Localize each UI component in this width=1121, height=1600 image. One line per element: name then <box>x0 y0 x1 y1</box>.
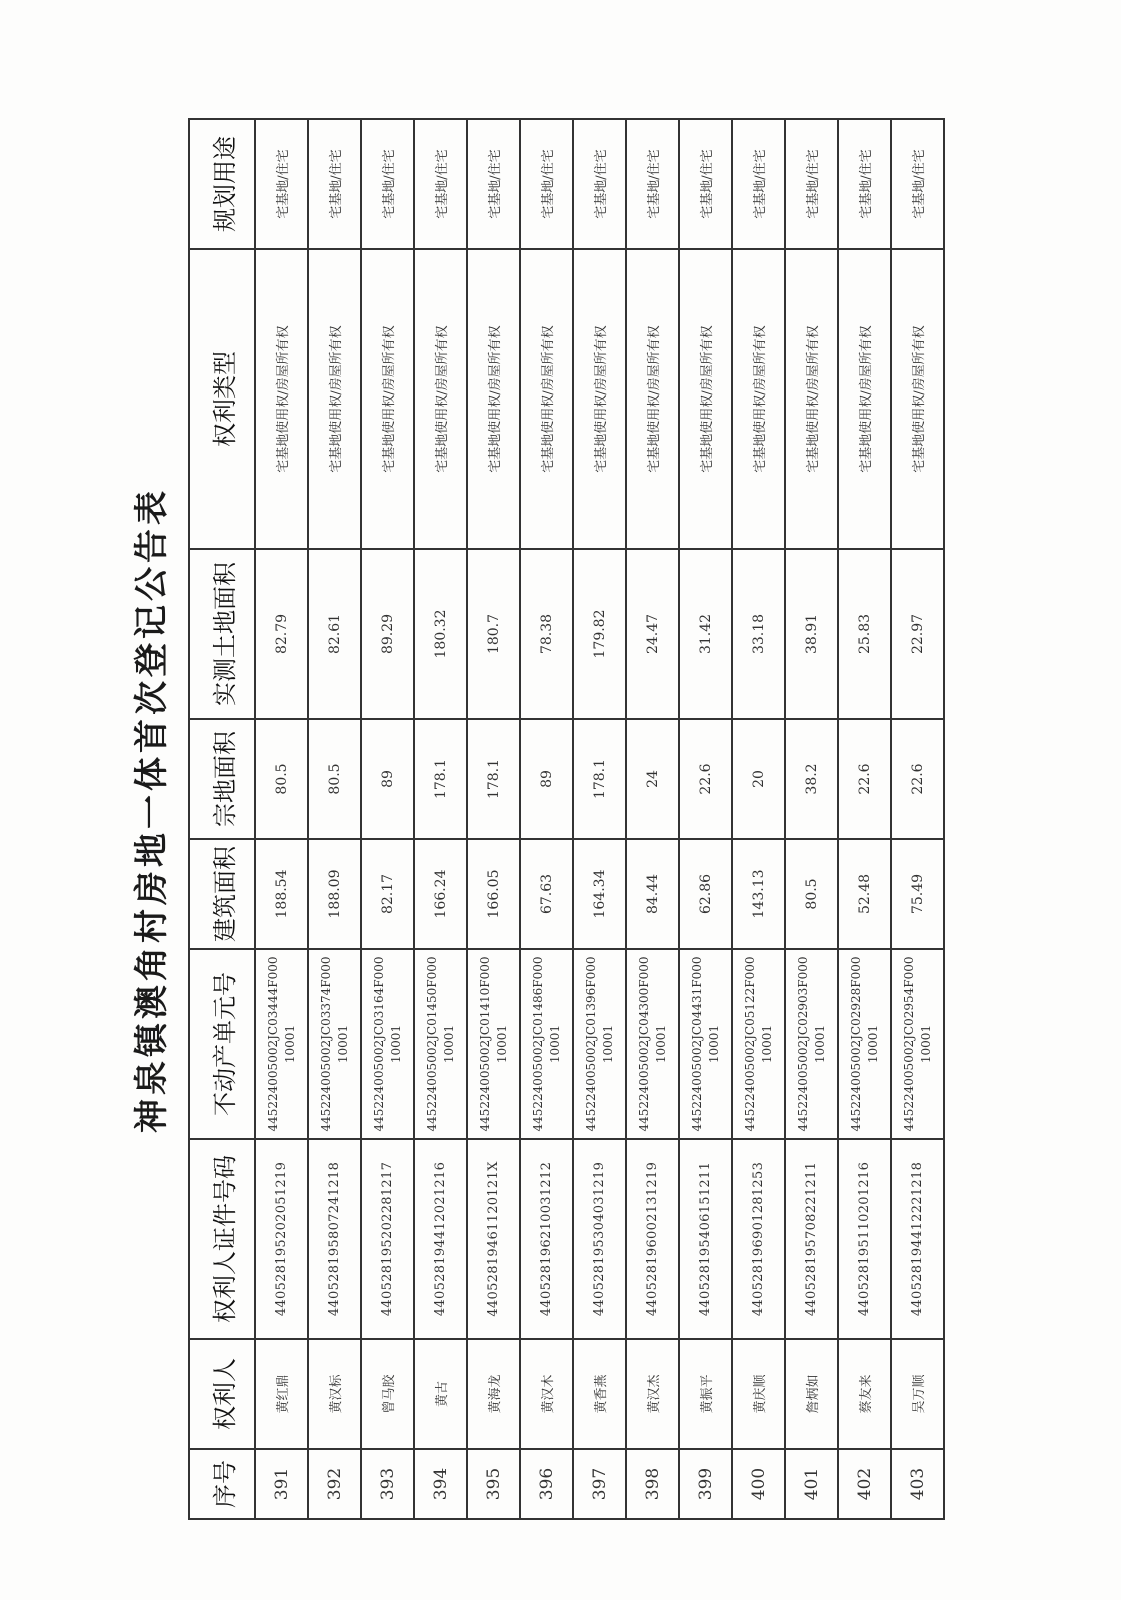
cell-id-no: 440528195807241218 <box>308 1139 361 1339</box>
cell-right-type: 宅基地使用权/房屋所有权 <box>573 249 626 549</box>
cell-planned-use: 宅基地/住宅 <box>732 119 785 249</box>
cell-right-type: 宅基地使用权/房屋所有权 <box>414 249 467 549</box>
cell-seq: 397 <box>573 1449 626 1519</box>
header-id-no: 权利人证件号码 <box>189 1139 255 1339</box>
cell-id-no: 440528195202281217 <box>361 1139 414 1339</box>
cell-planned-use: 宅基地/住宅 <box>255 119 308 249</box>
table-body <box>255 119 944 1519</box>
cell-right-type: 宅基地使用权/房屋所有权 <box>626 249 679 549</box>
cell-surveyed-area: 180.7 <box>467 549 520 719</box>
cell-right-type: 宅基地使用权/房屋所有权 <box>308 249 361 549</box>
table-row <box>361 119 414 1519</box>
cell-parcel-area: 22.6 <box>838 719 891 839</box>
cell-unit-no: 445224005002JC02928F00010001 <box>838 949 891 1139</box>
cell-unit-no: 445224005002JC02903F00010001 <box>785 949 838 1139</box>
cell-unit-no: 445224005002JC05122F00010001 <box>732 949 785 1139</box>
cell-parcel-area: 178.1 <box>467 719 520 839</box>
cell-owner: 曾马胶 <box>361 1339 414 1449</box>
cell-unit-no: 445224005002JC03444F00010001 <box>255 949 308 1139</box>
cell-building-area: 164.34 <box>573 839 626 949</box>
cell-parcel-area: 22.6 <box>679 719 732 839</box>
cell-id-no: 440528196901281253 <box>732 1139 785 1339</box>
cell-owner: 黄香燕 <box>573 1339 626 1449</box>
cell-id-no: 440528195202051219 <box>255 1139 308 1339</box>
table-row <box>573 119 626 1519</box>
header-seq: 序号 <box>189 1449 255 1519</box>
document-title: 神泉镇澳角村房地一体首次登记公告表 <box>132 487 172 1133</box>
cell-unit-no: 445224005002JC01410F00010001 <box>467 949 520 1139</box>
cell-building-area: 84.44 <box>626 839 679 949</box>
cell-id-no: 440528196210031212 <box>520 1139 573 1339</box>
cell-seq: 399 <box>679 1449 732 1519</box>
cell-right-type: 宅基地使用权/房屋所有权 <box>679 249 732 549</box>
cell-owner: 黄汉标 <box>308 1339 361 1449</box>
cell-owner: 黄古 <box>414 1339 467 1449</box>
cell-owner: 詹炳如 <box>785 1339 838 1449</box>
cell-seq: 400 <box>732 1449 785 1519</box>
cell-surveyed-area: 31.42 <box>679 549 732 719</box>
cell-planned-use: 宅基地/住宅 <box>308 119 361 249</box>
cell-building-area: 62.86 <box>679 839 732 949</box>
cell-seq: 396 <box>520 1449 573 1519</box>
cell-surveyed-area: 179.82 <box>573 549 626 719</box>
cell-id-no: 440528194412021216 <box>414 1139 467 1339</box>
cell-unit-no: 445224005002JC01450F00010001 <box>414 949 467 1139</box>
cell-seq: 391 <box>255 1449 308 1519</box>
cell-surveyed-area: 82.61 <box>308 549 361 719</box>
cell-id-no: 440528195406151211 <box>679 1139 732 1339</box>
table-row <box>467 119 520 1519</box>
rotated-document <box>120 100 933 1520</box>
cell-parcel-area: 89 <box>361 719 414 839</box>
cell-planned-use: 宅基地/住宅 <box>520 119 573 249</box>
cell-right-type: 宅基地使用权/房屋所有权 <box>785 249 838 549</box>
cell-surveyed-area: 180.32 <box>414 549 467 719</box>
cell-seq: 398 <box>626 1449 679 1519</box>
cell-unit-no: 445224005002JC03374F00010001 <box>308 949 361 1139</box>
cell-surveyed-area: 24.47 <box>626 549 679 719</box>
cell-unit-no: 445224005002JC04431F00010001 <box>679 949 732 1139</box>
cell-id-no: 440528195708221211 <box>785 1139 838 1339</box>
header-row <box>189 119 255 1519</box>
cell-unit-no: 445224005002JC03164F00010001 <box>361 949 414 1139</box>
cell-planned-use: 宅基地/住宅 <box>785 119 838 249</box>
cell-building-area: 143.13 <box>732 839 785 949</box>
cell-building-area: 82.17 <box>361 839 414 949</box>
cell-unit-no: 445224005002JC02954F00010001 <box>891 949 944 1139</box>
cell-building-area: 80.5 <box>785 839 838 949</box>
cell-owner: 黄庆顺 <box>732 1339 785 1449</box>
cell-parcel-area: 178.1 <box>573 719 626 839</box>
cell-planned-use: 宅基地/住宅 <box>361 119 414 249</box>
cell-parcel-area: 20 <box>732 719 785 839</box>
cell-seq: 392 <box>308 1449 361 1519</box>
cell-owner: 黄振平 <box>679 1339 732 1449</box>
cell-id-no: 44052819461120121X <box>467 1139 520 1339</box>
cell-surveyed-area: 82.79 <box>255 549 308 719</box>
cell-parcel-area: 24 <box>626 719 679 839</box>
cell-parcel-area: 178.1 <box>414 719 467 839</box>
cell-owner: 黄汉木 <box>520 1339 573 1449</box>
cell-surveyed-area: 33.18 <box>732 549 785 719</box>
cell-parcel-area: 38.2 <box>785 719 838 839</box>
cell-surveyed-area: 25.83 <box>838 549 891 719</box>
cell-surveyed-area: 38.91 <box>785 549 838 719</box>
cell-building-area: 188.54 <box>255 839 308 949</box>
cell-seq: 395 <box>467 1449 520 1519</box>
table-row <box>679 119 732 1519</box>
cell-surveyed-area: 22.97 <box>891 549 944 719</box>
header-right-type: 权利类型 <box>189 249 255 549</box>
cell-id-no: 440528195110201216 <box>838 1139 891 1339</box>
cell-right-type: 宅基地使用权/房屋所有权 <box>255 249 308 549</box>
cell-owner: 黄汉杰 <box>626 1339 679 1449</box>
cell-surveyed-area: 89.29 <box>361 549 414 719</box>
header-parcel-area: 宗地面积 <box>189 719 255 839</box>
cell-unit-no: 445224005002JC01396F00010001 <box>573 949 626 1139</box>
header-unit-no: 不动产单元号 <box>189 949 255 1139</box>
cell-id-no: 440528194412221218 <box>891 1139 944 1339</box>
cell-parcel-area: 89 <box>520 719 573 839</box>
cell-owner: 黄海龙 <box>467 1339 520 1449</box>
cell-right-type: 宅基地使用权/房屋所有权 <box>838 249 891 549</box>
cell-building-area: 67.63 <box>520 839 573 949</box>
cell-building-area: 75.49 <box>891 839 944 949</box>
cell-unit-no: 445224005002JC01486F00010001 <box>520 949 573 1139</box>
cell-right-type: 宅基地使用权/房屋所有权 <box>520 249 573 549</box>
cell-owner: 吴万顺 <box>891 1339 944 1449</box>
header-owner: 权利人 <box>189 1339 255 1449</box>
cell-seq: 401 <box>785 1449 838 1519</box>
cell-planned-use: 宅基地/住宅 <box>891 119 944 249</box>
cell-parcel-area: 22.6 <box>891 719 944 839</box>
registration-table <box>188 118 945 1520</box>
cell-building-area: 166.24 <box>414 839 467 949</box>
cell-seq: 403 <box>891 1449 944 1519</box>
cell-id-no: 440528195304031219 <box>573 1139 626 1339</box>
cell-right-type: 宅基地使用权/房屋所有权 <box>891 249 944 549</box>
cell-seq: 394 <box>414 1449 467 1519</box>
header-planned-use: 规划用途 <box>189 119 255 249</box>
cell-planned-use: 宅基地/住宅 <box>467 119 520 249</box>
table-row <box>785 119 838 1519</box>
table-row <box>414 119 467 1519</box>
table-row <box>891 119 944 1519</box>
cell-building-area: 166.05 <box>467 839 520 949</box>
cell-planned-use: 宅基地/住宅 <box>573 119 626 249</box>
cell-planned-use: 宅基地/住宅 <box>838 119 891 249</box>
table-row <box>838 119 891 1519</box>
cell-building-area: 188.09 <box>308 839 361 949</box>
cell-seq: 393 <box>361 1449 414 1519</box>
cell-right-type: 宅基地使用权/房屋所有权 <box>467 249 520 549</box>
cell-right-type: 宅基地使用权/房屋所有权 <box>732 249 785 549</box>
cell-seq: 402 <box>838 1449 891 1519</box>
cell-parcel-area: 80.5 <box>308 719 361 839</box>
cell-planned-use: 宅基地/住宅 <box>626 119 679 249</box>
cell-parcel-area: 80.5 <box>255 719 308 839</box>
cell-owner: 蔡友来 <box>838 1339 891 1449</box>
table-row <box>626 119 679 1519</box>
cell-planned-use: 宅基地/住宅 <box>414 119 467 249</box>
table-row <box>308 119 361 1519</box>
table-row <box>255 119 308 1519</box>
header-building-area: 建筑面积 <box>189 839 255 949</box>
cell-id-no: 440528196002131219 <box>626 1139 679 1339</box>
cell-building-area: 52.48 <box>838 839 891 949</box>
cell-right-type: 宅基地使用权/房屋所有权 <box>361 249 414 549</box>
header-surveyed-area: 实测土地面积 <box>189 549 255 719</box>
table-row <box>520 119 573 1519</box>
table-row <box>732 119 785 1519</box>
cell-owner: 黄红鼎 <box>255 1339 308 1449</box>
cell-surveyed-area: 78.38 <box>520 549 573 719</box>
cell-unit-no: 445224005002JC04300F00010001 <box>626 949 679 1139</box>
cell-planned-use: 宅基地/住宅 <box>679 119 732 249</box>
